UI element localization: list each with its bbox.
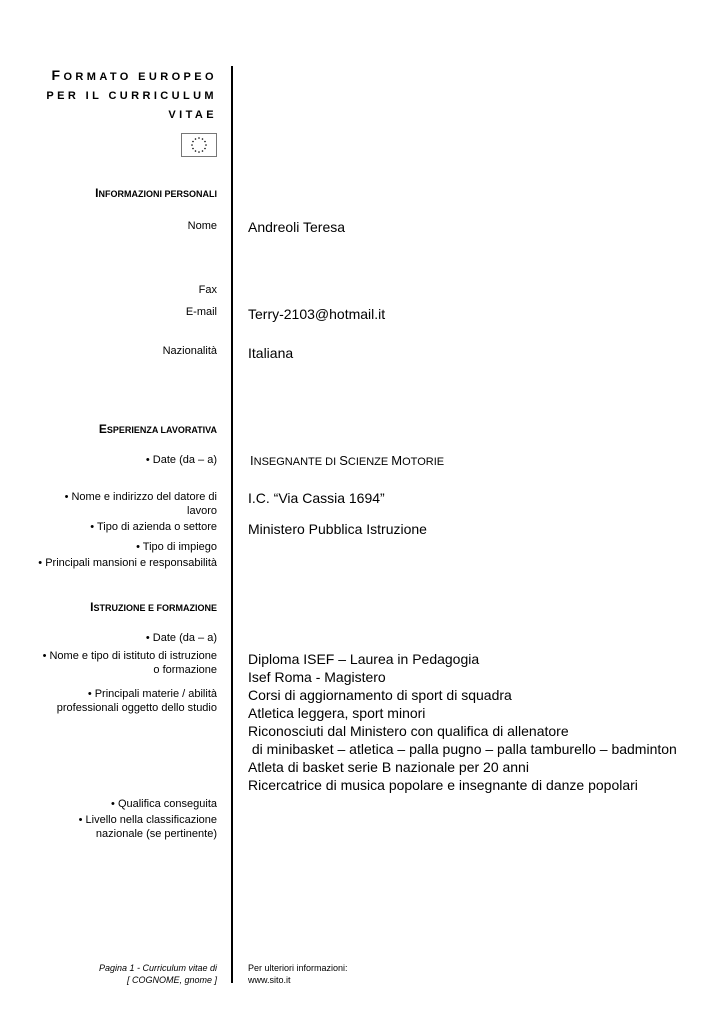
sector-value: Ministero Pubblica Istruzione: [248, 521, 427, 537]
education-line: Atletica leggera, sport minori: [248, 705, 426, 721]
level-label: • Livello nella classificazione nazionale (se pertinente): [78, 814, 217, 840]
fax-label: Fax: [198, 284, 217, 296]
nationality-value: Italiana: [248, 345, 294, 361]
email-value: Terry-2103@hotmail.it: [248, 306, 386, 322]
institute-label: • Nome e tipo di istituto di istruzione o formazione: [42, 650, 217, 676]
sector-label: • Tipo di azienda o settore: [90, 521, 217, 533]
section-title-personal: INFORMAZIONI PERSONALI: [95, 186, 217, 200]
education-details: [248, 650, 677, 794]
work-dates-label: • Date (da – a): [145, 454, 217, 466]
subjects-label: • Principali materie / abilità professionali oggetto dello studio: [56, 688, 217, 714]
employment-label: • Tipo di impiego: [136, 541, 217, 553]
section-title-work: ESPERIENZA LAVORATIVA: [98, 422, 217, 436]
education-dates-label: • Date (da – a): [145, 632, 217, 644]
footer-contact-info: Per ulteriori informazioni: www.sito.it: [248, 963, 348, 985]
name-value: Andreoli Teresa: [248, 219, 346, 235]
employer-label: • Nome e indirizzo del datore di lavoro: [64, 491, 217, 517]
email-label: E-mail: [185, 306, 217, 318]
education-line: Diploma ISEF – Laurea in Pedagogia: [248, 651, 480, 667]
qualification-label: • Qualifica conseguita: [111, 798, 217, 810]
education-line: di minibasket – atletica – palla pugno – palla tamburello – badminton: [248, 741, 677, 757]
work-role-value: INSEGNANTE DI SCIENZE MOTORIE: [250, 453, 445, 468]
education-line: Isef Roma - Magistero: [248, 669, 386, 685]
column-divider: [231, 66, 233, 983]
education-line: Ricercatrice di musica popolare e insegnante di danze popolari: [248, 777, 638, 793]
footer-page-info: Pagina 1 - Curriculum vitae di [ COGNOME, gnome ]: [98, 963, 217, 985]
eu-flag-icon: [181, 133, 217, 157]
education-line: Riconosciuti dal Ministero con qualifica di allenatore: [248, 723, 569, 739]
name-label: Nome: [187, 220, 217, 232]
education-line: Atleta di basket serie B nazionale per 20 anni: [248, 759, 529, 775]
duties-label: • Principali mansioni e responsabilità: [38, 557, 217, 569]
education-line: Corsi di aggiornamento di sport di squadra: [248, 687, 512, 703]
document-title: FORMATO EUROPEO PER IL CURRICULUM VITAE: [46, 67, 217, 121]
nationality-label: Nazionalità: [162, 345, 217, 357]
employer-value: I.C. “Via Cassia 1694”: [248, 490, 385, 506]
section-title-education: ISTRUZIONE E FORMAZIONE: [90, 600, 217, 614]
